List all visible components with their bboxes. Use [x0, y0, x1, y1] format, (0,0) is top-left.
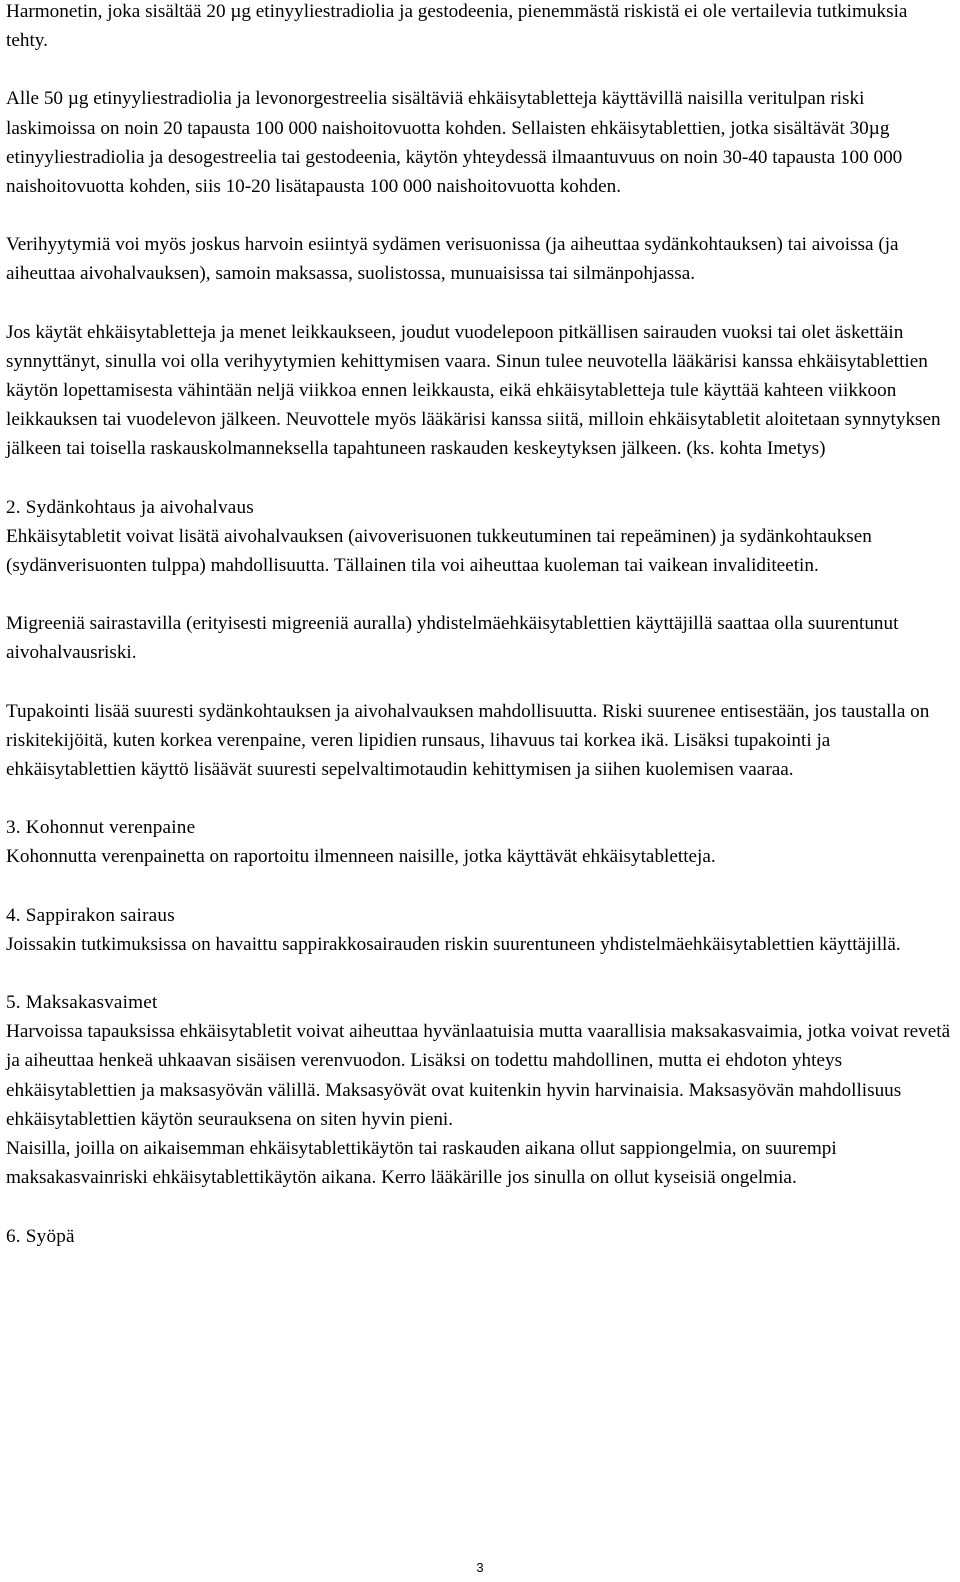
paragraph-surgery: Jos käytät ehkäisytabletteja ja menet leikkaukseen, joudut vuodelepoon pitkällisen sairauden vuoksi tai olet äskettäin synnyttänyt, sinulla voi olla verihyytymien kehittymisen vaara. Sinun tulee neuvotella lääkärisi kanssa ehkäisytablettien käytön lopettamisesta vähintään neljä viikkoa ennen leikkausta, eikä ehkäisytabletteja tule käyttää kahteen viikkoon leikkauksen tai vuodelevon jälkeen. Neuvottele myös lääkärisi kanssa siitä, milloin ehkäisytabletit aloitetaan synnytyksen jälkeen tai toisella raskauskolmanneksella tapahtuneen raskauden keskeytyksen jälkeen. (ks. kohta Imetys): [6, 321, 941, 460]
page-number: 3: [476, 1560, 484, 1575]
section-heading-heart-attack-stroke: 2. Sydänkohtaus ja aivohalvaus: [6, 496, 254, 518]
paragraph-risk-rates: Alle 50 µg etinyyliestradiolia ja levonorgestreelia sisältäviä ehkäisytabletteja käyttävillä naisilla veritulpan riski laskimoissa on noin 20 tapausta 100 000 naishoitovuotta kohden. Sellaisten ehkäisytablettien, jotka sisältävät 30µg etinyyliestradiolia ja desogestreelia tai gestodeenia, käytön yhteydessä ilmaantuvuus on noin 30-40 tapausta 100 000 naishoitovuotta kohden, siis 10-20 lisätapausta 100 000 naishoitovuotta kohden.: [6, 88, 903, 198]
section-heading-blood-pressure: 3. Kohonnut verenpaine: [6, 817, 196, 839]
paragraph-migraine: Migreeniä sairastavilla (erityisesti migreeniä auralla) yhdistelmäehkäisytablettien käyttäjillä saattaa olla suurentunut aivohalvausriski.: [6, 613, 899, 664]
section-body-blood-pressure: Kohonnutta verenpainetta on raportoitu ilmenneen naisille, jotka käyttävät ehkäisytabletteja.: [6, 846, 716, 868]
section-heading-liver-tumors: 5. Maksakasvaimet: [6, 992, 158, 1014]
document-page: [6, 0, 954, 1251]
section-body-gallbladder: Joissakin tutkimuksissa on havaittu sappirakkosairauden riskin suurentuneen yhdistelmäehkäisytablettien käyttäjillä.: [6, 933, 901, 955]
paragraph-clot-locations: Verihyytymiä voi myös joskus harvoin esiintyä sydämen verisuonissa (ja aiheuttaa sydänkohtauksen) tai aivoissa (ja aiheuttaa aivohalvauksen), samoin maksassa, suolistossa, munuaisissa tai silmänpohjassa.: [6, 234, 899, 285]
section-heading-gallbladder: 4. Sappirakon sairaus: [6, 904, 175, 926]
paragraph-harmonet: Harmonetin, joka sisältää 20 µg etinyyliestradiolia ja gestodeenia, pienemmästä riskistä ei ole vertailevia tutkimuksia tehty.: [6, 1, 908, 52]
paragraph-smoking: Tupakointi lisää suuresti sydänkohtauksen ja aivohalvauksen mahdollisuutta. Riski suurenee entisestään, jos taustalla on riskitekijöitä, kuten korkea verenpaine, veren lipidien runsaus, lihavuus tai korkea ikä. Lisäksi tupakointi ja ehkäisytablettien käyttö lisäävät suuresti sepelvaltimotaudin kehittymisen ja siihen kuolemisen vaaraa.: [6, 700, 930, 781]
paragraph-liver-risk: Naisilla, joilla on aikaisemman ehkäisytablettikäytön tai raskauden aikana ollut sappiongelmia, on suurempi maksakasvainriski ehkäisytablettikäytön aikana. Kerro lääkärille jos sinulla on ollut kyseisiä ongelmia.: [6, 1138, 837, 1189]
section-body-heart-attack-stroke: Ehkäisytabletit voivat lisätä aivohalvauksen (aivoverisuonen tukkeutuminen tai repeäminen) ja sydänkohtauksen (sydänverisuonten tulppa) mahdollisuutta. Tällainen tila voi aiheuttaa kuoleman tai vaikean invaliditeetin.: [6, 525, 872, 577]
section-body-liver-tumors: Harvoissa tapauksissa ehkäisytabletit voivat aiheuttaa hyvänlaatuisia mutta vaarallisia maksakasvaimia, jotka voivat revetä ja aiheuttaa henkeä uhkaavan sisäisen verenvuodon. Lisäksi on todettu mahdollinen, mutta ei ehdoton yhteys ehkäisytablettien ja maksasyövän välillä. Maksasyövät ovat kuitenkin hyvin harvinaisia. Maksasyövän mahdollisuus ehkäisytablettien käytön seurauksena on siten hyvin pieni.: [6, 1021, 951, 1130]
section-heading-cancer: 6. Syöpä: [6, 1225, 75, 1247]
